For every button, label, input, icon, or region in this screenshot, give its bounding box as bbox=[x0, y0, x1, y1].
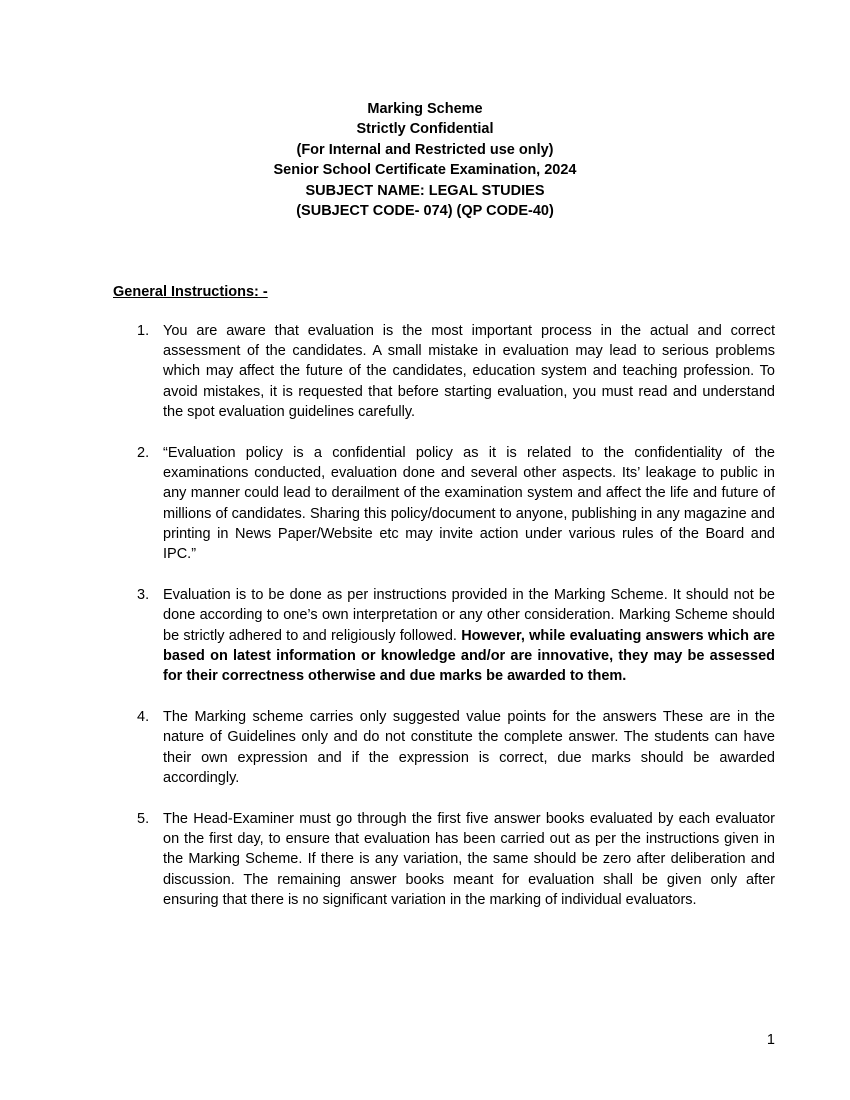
instruction-number: 1. bbox=[137, 323, 150, 339]
instruction-bold-text: However, while evaluating answers which are based on latest information or knowledge and/or are innovative, they may be assessed for their correctness otherwise and due marks be awarded to them. bbox=[163, 627, 775, 685]
instruction-text: Evaluation is to be done as per instructions provided in the Marking Scheme. It should not be done according to one’s own interpretation or any other consideration. Marking Scheme should be strictly adhered to and religiously followed. bbox=[163, 587, 775, 644]
instruction-item bbox=[137, 585, 775, 686]
header-restricted-use: (For Internal and Restricted use only) bbox=[296, 141, 554, 158]
instructions-list bbox=[137, 321, 775, 931]
header-subject-name: SUBJECT NAME: LEGAL STUDIES bbox=[305, 182, 545, 199]
instruction-text: You are aware that evaluation is the most important process in the actual and correct assessment of the candidates. A small mistake in evaluation may lead to serious problems which may affect the future of the candidates, education system and teaching profession. To avoid mistakes, it is requested that before starting evaluation, you must read and understand the spot evaluation guidelines carefully. bbox=[163, 323, 775, 420]
instruction-item bbox=[137, 321, 775, 422]
section-title-general-instructions: General Instructions: - bbox=[113, 284, 268, 300]
header-exam-name: Senior School Certificate Examination, 2024 bbox=[273, 162, 577, 179]
document-header bbox=[0, 99, 850, 221]
instruction-text: The Head-Examiner must go through the first five answer books evaluated by each evaluator on the first day, to ensure that evaluation has been carried out as per the instructions given in the Marking Scheme. If there is any variation, the same should be zero after deliberation and discussion. The remaining answer books meant for evaluation shall be given only after ensuring that there is no significant variation in the marking of individual evaluators. bbox=[163, 811, 775, 908]
instruction-number: 3. bbox=[137, 587, 150, 604]
instruction-number: 4. bbox=[137, 709, 150, 726]
header-subject-code: (SUBJECT CODE- 074) (QP CODE-40) bbox=[296, 203, 554, 220]
header-confidential: Strictly Confidential bbox=[356, 121, 494, 138]
instruction-text: The Marking scheme carries only suggested value points for the answers These are in the nature of Guidelines only and do not constitute the complete answer. The students can have their own expression and if the expression is correct, due marks should be awarded accordingly. bbox=[163, 709, 775, 786]
instruction-number: 5. bbox=[137, 811, 150, 828]
header-title: Marking Scheme bbox=[367, 101, 483, 117]
instruction-text: “Evaluation policy is a confidential policy as it is related to the confidentiality of the examinations conducted, evaluation done and several other aspects. Its’ leakage to public in any manner could lead to derailment of the examination system and affect the life and future of millions of candidates. Sharing this policy/document to anyone, publishing in any magazine and printing in News Paper/Website etc may invite action under various rules of the Board and IPC.” bbox=[163, 445, 775, 563]
page-number: 1 bbox=[766, 1032, 775, 1048]
instruction-number: 2. bbox=[137, 445, 150, 462]
instruction-item bbox=[137, 707, 775, 788]
instruction-item bbox=[137, 443, 775, 564]
instruction-item bbox=[137, 809, 775, 910]
